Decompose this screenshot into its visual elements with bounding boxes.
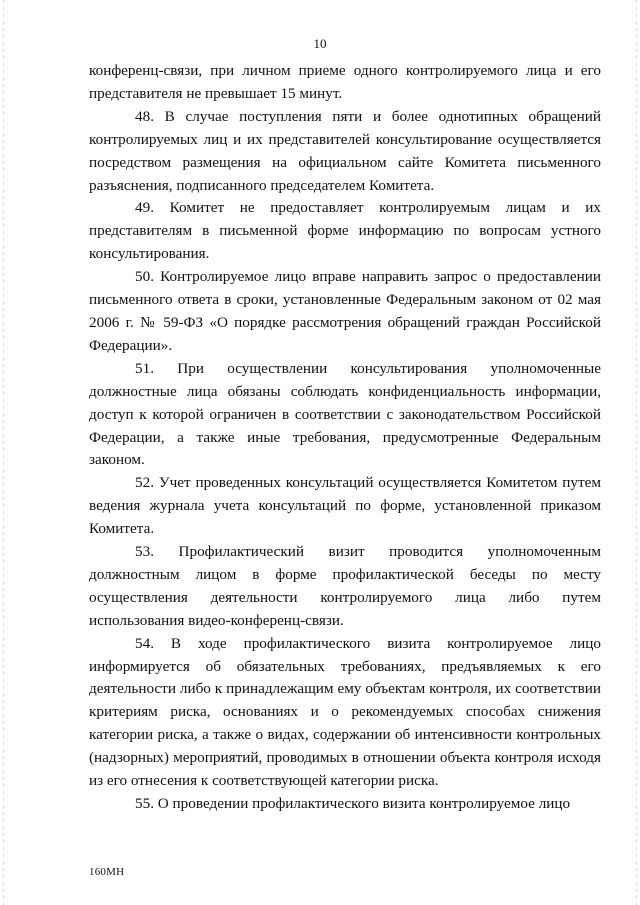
paragraph-continuation: конференц-связи, при личном приеме одного контролируемого лица и его представителя не превышает 15 минут. <box>89 62 601 102</box>
paragraph-54: 54. В ходе профилактического визита контролируемое лицо информируется об обязательных требованиях, предъявляемых к его деятельности либо к принадлежащим ему объектам контроля, их соответствии критериям риска, основаниях и о рекомендуемых способах снижения категории риска, а также о видах, содержании об интенсивности контрольных (надзорных) мероприятий, проводимых в отношении объекта контроля исходя из его отнесения к соответствующей категории риска. <box>89 634 601 790</box>
paragraph-49: 49. Комитет не предоставляет контролируемым лицам и их представителям в письменной форме информацию по вопросам устного консультирования. <box>89 199 601 263</box>
paragraph-52: 52. Учет проведенных консультаций осуществляется Комитетом путем ведения журнала учета консультаций по форме, установленной приказом Комитета. <box>89 474 601 538</box>
scan-edge-right <box>636 0 637 905</box>
page-number: 10 <box>313 36 327 51</box>
paragraph-55: 55. О проведении профилактического визита контролируемое лицо <box>135 795 571 812</box>
paragraph-53: 53. Профилактический визит проводится уполномоченным должностным лицом в форме профилактической беседы по месту осуществления деятельности контролируемого лица либо путем использования видео-конференц-связи. <box>89 543 601 629</box>
paragraph-48: 48. В случае поступления пяти и более однотипных обращений контролируемых лиц и их представителей консультирование осуществляется посредством размещения на официальном сайте Комитета письменного разъяснения, подписанного председателем Комитета. <box>89 107 601 194</box>
footer-code: 160МН <box>89 866 125 878</box>
paragraph-51: 51. При осуществлении консультирования уполномоченные должностные лица обязаны соблюдать конфиденциальность информации, доступ к которой ограничен в соответствии с законодательством Российской Федерации, а также иные требования, предусмотренные Федеральным законом. <box>89 359 601 469</box>
scan-edge-left <box>3 0 4 905</box>
paragraph-50: 50. Контролируемое лицо вправе направить запрос о предоставлении письменного ответа в сроки, установленные Федеральным законом от 02 мая 2006 г. № 59-ФЗ «О порядке рассмотрения обращений граждан Российской Федерации». <box>89 268 601 354</box>
document-body <box>89 60 601 816</box>
